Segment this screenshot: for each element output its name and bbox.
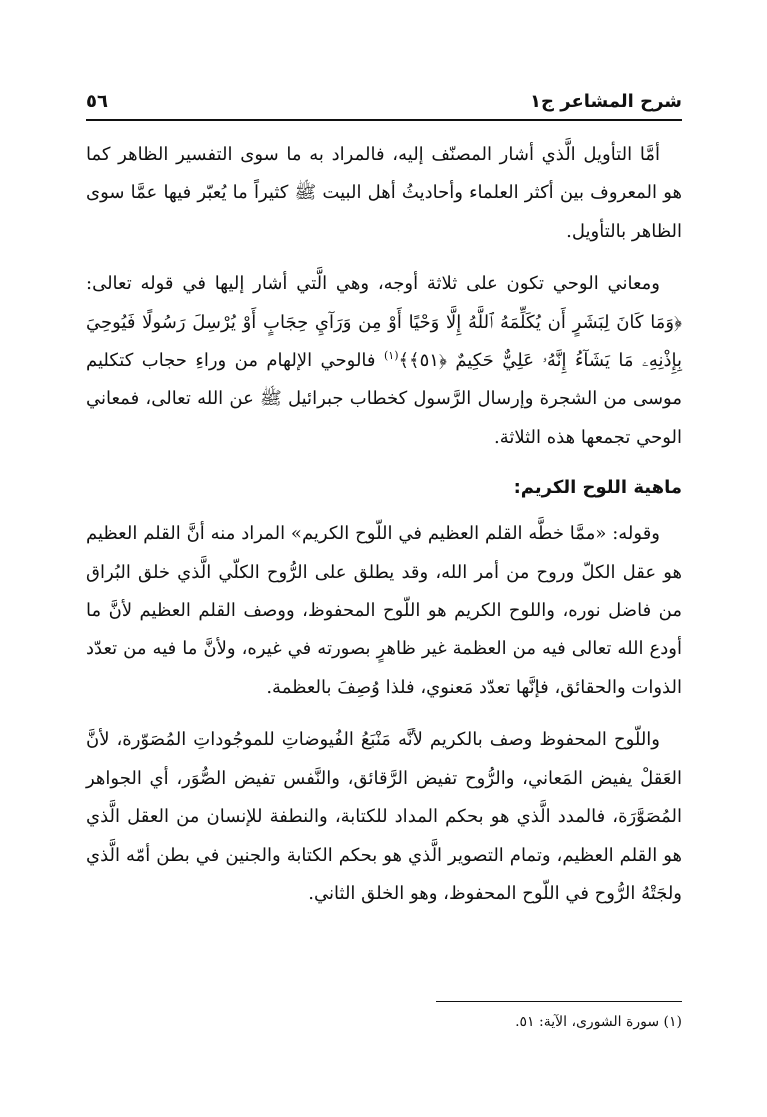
quran-verse: ﴿وَمَا كَانَ لِبَشَرٍ أَن يُكَلِّمَهُ ٱللَّهُ إِلَّا وَحْيًا أَوْ مِن وَرَآيِ حِجَابٍ أَوْ يُرْسِلَ رَسُولًا فَيُوحِيَ بِإِذْنِهِۦ مَا يَشَآءُ إِنَّهُۥ عَلِيٌّ حَكِيمٌ ﴿٥١﴾﴾ <box>86 311 682 372</box>
footnote: (١) سورة الشورى، الآية: ٥١. <box>515 1014 682 1030</box>
header-rule <box>86 119 682 121</box>
footnote-marker: (١) <box>383 349 399 363</box>
wahy-explanation-text: فالوحي الإلهام من وراءِ حجاب كتكليم موسى من الشجرة وإرسال الرَّسول كخطاب جبرائيل ﷺ عن الله تعالى، فمعاني الوحي تجمعها هذه الثلاثة. <box>86 350 682 448</box>
paragraph-qalam: وقوله: «ممَّا خطَّه القلم العظيم في اللّوح الكريم» المراد منه أنَّ القلم العظيم هو عقل الكلّ وروح من أمر الله، وقد يطلق على الرُّوح الكلّي الَّذي خلق البُراق من فاضل نوره، واللوح الكريم هو اللّوح المحفوظ، ووصف القلم العظيم لأنَّ ما أودع الله تعالى فيه من العظمة غير ظاهرٍ بصورته في غيره، ولأنَّ ما فيه من تعدّد الذوات والحقائق، فإنَّها تعدّد مَعنوي، فلذا وُصِفَ بالعظمة. <box>86 523 682 698</box>
paragraph-wahy <box>86 265 682 457</box>
section-heading: ماهية اللوح الكريم: <box>513 477 682 499</box>
footnote-rule <box>436 1001 682 1002</box>
book-title: شرح المشاعر ج١ <box>530 90 682 112</box>
page-body <box>86 136 682 927</box>
wahy-intro-text: ومعاني الوحي تكون على ثلاثة أوجه، وهي الَّتي أشار إليها في قوله تعالى: <box>86 273 660 295</box>
paragraph-lawh: واللّوح المحفوظ وصف بالكريم لأنَّه مَنْبَعُ الفُيوضاتِ للموجُوداتِ المُصَوّرة، لأنَّ العَقلْ يفيض المَعاني، والرُّوح تفيض الرَّقائق، والنَّفس تفيض الصُّوَر، أي الجواهر المُصَوَّرَة، فالمدد الَّذي هو بحكم المداد للكتابة، والنطفة للإنسان من العقل الَّذي هو القلم العظيم، وتمام التصوير الَّذي هو بحكم الكتابة والجنين في بطن أمّه الَّذي ولجَتْهُ الرُّوح في اللّوح المحفوظ، وهو الخلق الثاني. <box>86 729 682 904</box>
paragraph-tawil: أمَّا التأويل الَّذي أشار المصنّف إليه، فالمراد به ما سوى التفسير الظاهر كما هو المعروف بين أكثر العلماء وأحاديثُ أهل البيت ﷺ كثيراً ما يُعبّر فيها عمَّا سوى الظاهر بالتأويل. <box>86 144 682 242</box>
running-header <box>86 84 682 118</box>
page-number: ٥٦ <box>86 90 108 112</box>
